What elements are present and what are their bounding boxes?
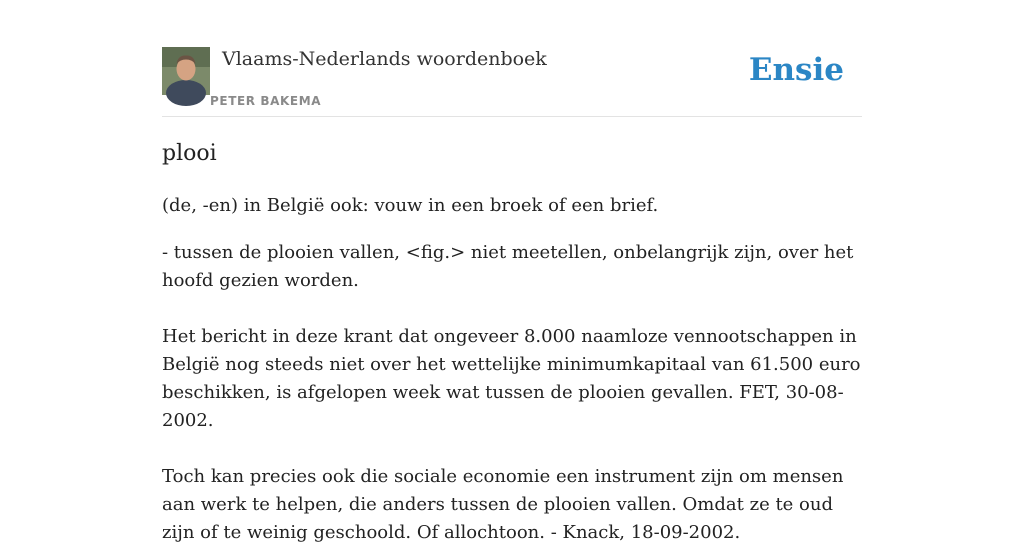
author-name-link[interactable]: PETER BAKEMA [210, 94, 322, 108]
headword: plooi [162, 141, 217, 166]
expression-text: - tussen de plooien vallen, <fig.> niet meetellen, onbelangrijk zijn, over het hoofd gezien worden. [162, 242, 854, 291]
entry-header [162, 46, 862, 117]
ensie-logo[interactable]: Ensie [748, 52, 844, 88]
citation-text: Het bericht in deze krant dat ongeveer 8.000 naamloze vennootschappen in België nog steeds niet over het wettelijke minimumkapitaal van 61.500 euro beschikken, is afgelopen week wat tussen de plooien gevallen. FET, 30-08-2002. [162, 326, 861, 431]
entry-content [162, 136, 862, 547]
author-avatar[interactable] [162, 47, 210, 95]
avatar-photo-icon [162, 47, 210, 95]
definition-text: (de, -en) in België ook: vouw in een broek of een brief. [162, 195, 659, 216]
dictionary-title-link[interactable]: Vlaams-Nederlands woordenboek [222, 48, 547, 70]
citation-text: Toch kan precies ook die sociale economie een instrument zijn om mensen aan werk te helpen, die anders tussen de plooien vallen. Omdat ze te oud zijn of te weinig geschoold. Of allochtoon. - Knack, 18-09-2002. [162, 466, 844, 543]
